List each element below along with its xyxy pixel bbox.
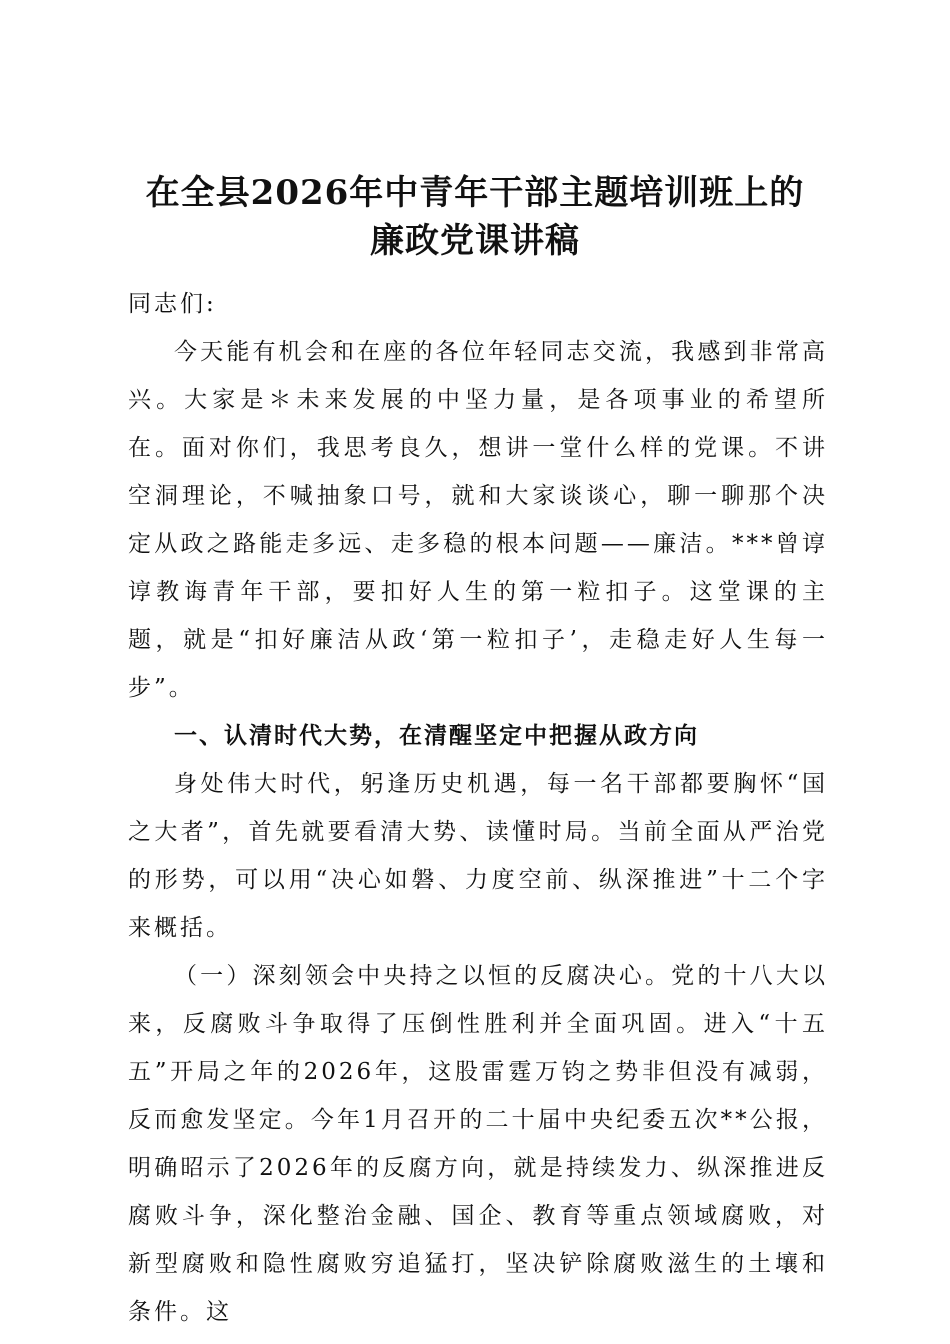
section-heading-1: 一、认清时代大势，在清醒坚定中把握从政方向 <box>174 723 699 749</box>
paragraph-subsection-1: （一）深刻领会中央持之以恒的反腐决心。党的十八大以来，反腐败斗争取得了压倒性胜利并全面巩固。进入“十五五”开局之年的2026年，这股雷霆万钧之势非但没有减弱，反而愈发坚定。今年1月召开的二十届中央纪委五次**公报，明确昭示了2026年的反腐方向，就是持续发力、纵深推进反腐败斗争，深化整治金融、国企、教育等重点领域腐败，对新型腐败和隐性腐败穷追猛打，坚决铲除腐败滋生的土壤和条件。这 <box>128 963 828 1325</box>
paragraph-intro: 今天能有机会和在座的各位年轻同志交流，我感到非常高兴。大家是＊未来发展的中坚力量，是各项事业的希望所在。面对你们，我思考良久，想讲一堂什么样的党课。不讲空洞理论，不喊抽象口号，就和大家谈谈心，聊一聊那个决定从政之路能走多远、走多稳的根本问题——廉洁。***曾谆谆教诲青年干部，要扣好人生的第一粒扣子。这堂课的主题，就是“扣好廉洁从政‘第一粒扣子’，走稳走好人生每一步”。 <box>128 339 828 701</box>
salutation: 同志们: <box>128 291 217 317</box>
document-title-line-1: 在全县2026年中青年干部主题培训班上的 <box>145 173 805 213</box>
paragraph-situation: 身处伟大时代，躬逢历史机遇，每一名干部都要胸怀“国之大者”，首先就要看清大势、读懂时局。当前全面从严治党的形势，可以用“决心如磐、力度空前、纵深推进”十二个字来概括。 <box>128 771 828 941</box>
document-title-line-2: 廉政党课讲稿 <box>370 221 580 261</box>
document-body <box>128 280 828 1336</box>
